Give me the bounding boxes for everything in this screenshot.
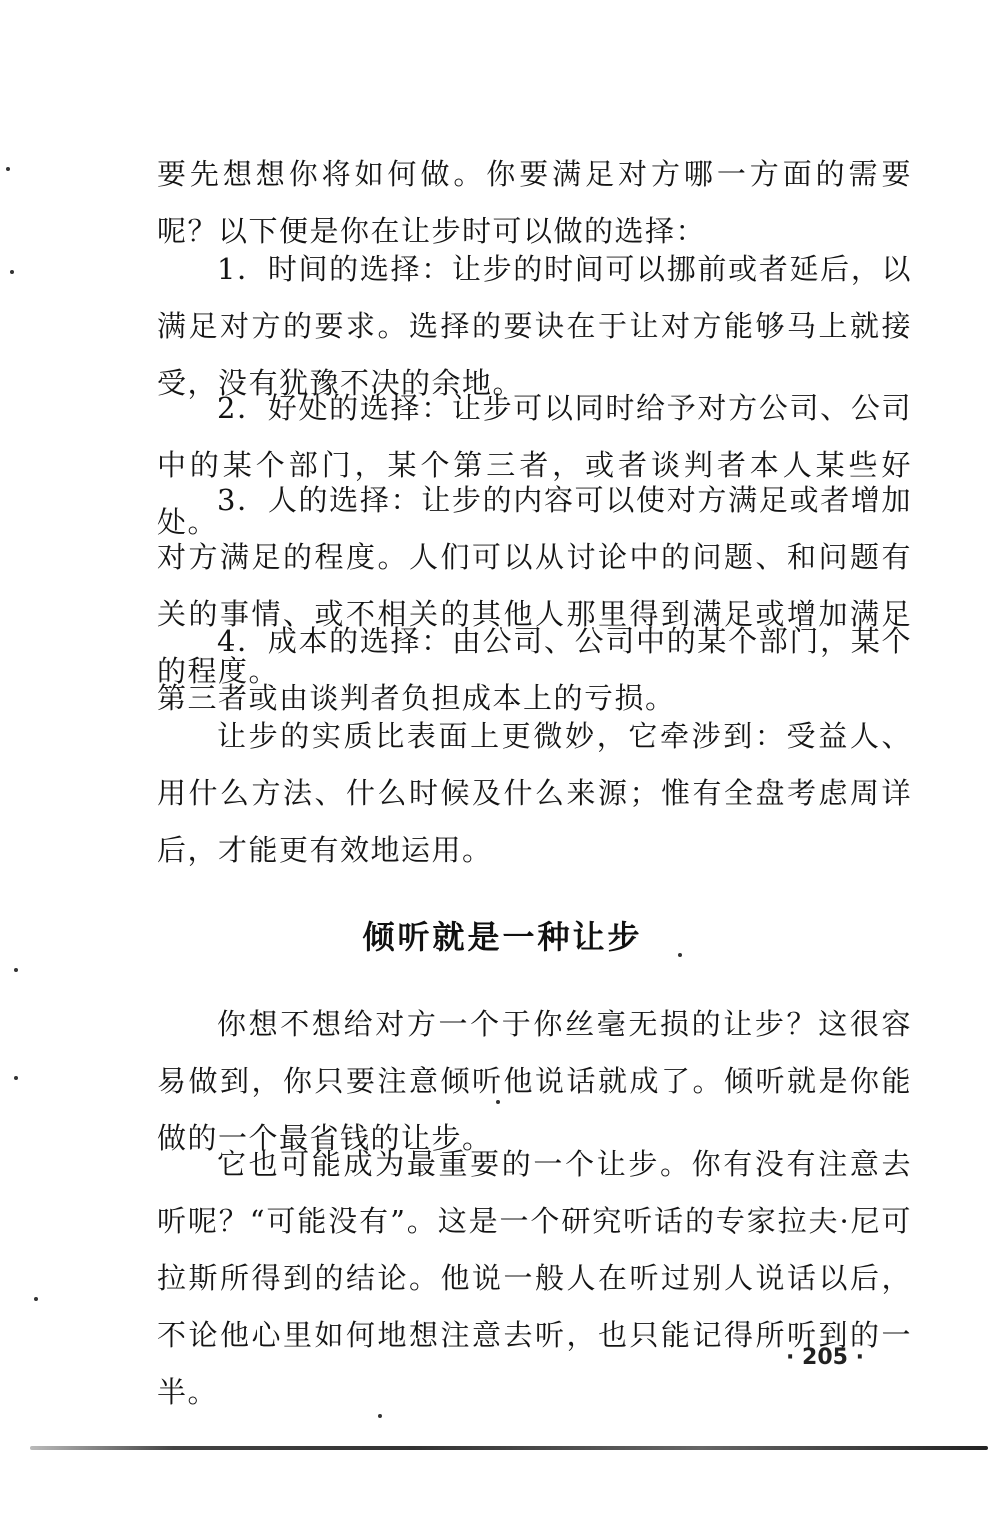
page-number: · 205 · [786,1345,864,1370]
paragraph-concession-nature: 让步的实质比表面上更微妙，它牵涉到：受益人、用什么方法、什么时候及什么来源；惟有全盘考虑周详后，才能更有效地运用。 [157,719,912,867]
paragraph-cost-choice: 4．成本的选择：由公司、公司中的某个部门，某个第三者或由谈判者负担成本上的亏损。 [157,624,912,715]
scan-speck [14,1076,18,1080]
paragraph-intro: 要先想想你将如何做。你要满足对方哪一方面的需要呢？以下便是你在让步时可以做的选择： [157,157,912,248]
paragraph-person-choice: 3．人的选择：让步的内容可以使对方满足或者增加对方满足的程度。人们可以从讨论中的问题、和问题有关的事情、或不相关的其他人那里得到满足或增加满足的程度。 [157,483,912,688]
scan-speck [14,968,18,972]
scan-speck [496,1100,500,1104]
scan-speck [378,1414,382,1418]
paragraph-listening-2: 它也可能成为最重要的一个让步。你有没有注意去听呢？“可能没有”。这是一个研究听话的专家拉夫·尼可拉斯所得到的结论。他说一般人在听过别人说话以后，不论他心里如何地想注意去听，也只能记得所听到的一半。 [157,1147,912,1409]
page-bottom-rule [30,1446,988,1450]
scan-speck [6,167,10,171]
scan-speck [10,270,14,274]
paragraph-benefit-choice: 2．好处的选择：让步可以同时给予对方公司、公司中的某个部门，某个第三者，或者谈判者本人某些好处。 [157,391,912,539]
paragraph-listening-1: 你想不想给对方一个于你丝毫无损的让步？这很容易做到，你只要注意倾听他说话就成了。倾听就是你能做的一个最省钱的让步。 [157,1007,912,1155]
scan-speck [678,953,682,957]
paragraph-time-choice: 1．时间的选择：让步的时间可以挪前或者延后，以满足对方的要求。选择的要诀在于让对方能够马上就接受，没有犹豫不决的余地。 [157,252,912,400]
section-heading: 倾听就是一种让步 [362,918,643,956]
scan-speck [34,1297,38,1301]
